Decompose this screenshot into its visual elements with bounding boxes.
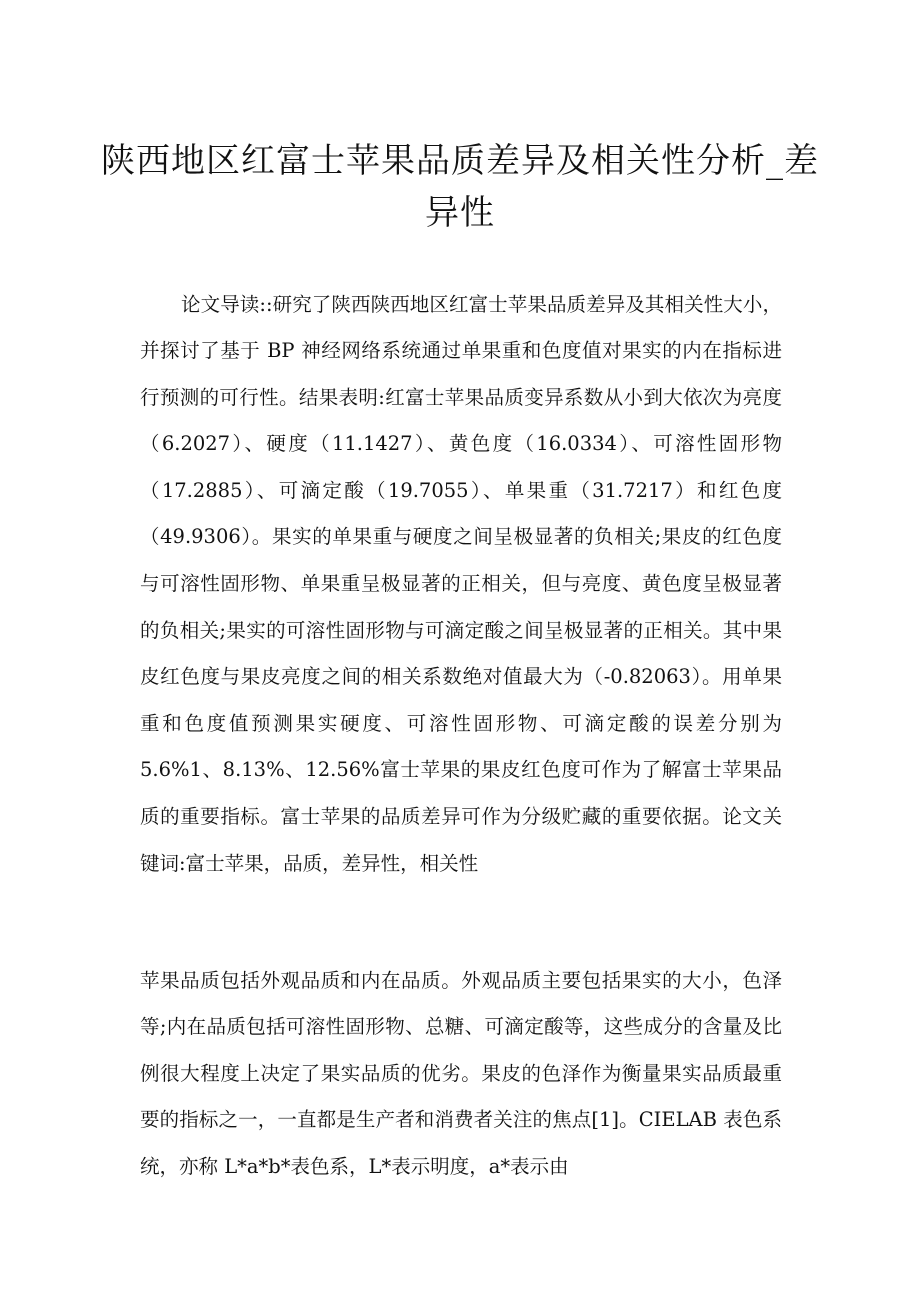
- body-paragraph: 苹果品质包括外观品质和内在品质。外观品质主要包括果实的大小，色泽等;内在品质包括可溶性固形物、总糖、可滴定酸等，这些成分的含量及比例很大程度上决定了果实品质的优劣。果皮的色泽作为衡量果实品质最重要的指标之一，一直都是生产者和消费者关注的焦点[1]。CIELAB 表色系统，亦称 L*a*b*表色系，L*表示明度，a*表示由: [140, 968, 782, 1178]
- document-title: 陕西地区红富士苹果品质差异及相关性分析_差异性: [101, 140, 819, 233]
- abstract-paragraph: 论文导读::研究了陕西陕西地区红富士苹果品质差异及其相关性大小，并探讨了基于 BP 神经网络系统通过单果重和色度值对果实的内在指标进行预测的可行性。结果表明:红富士苹果品质变异系数从小到大依次为亮度（6.2027）、硬度（11.1427）、黄色度（16.0334）、可溶性固形物（17.2885）、可滴定酸（19.7055）、单果重（31.7217）和红色度（49.9306）。果实的单果重与硬度之间呈极显著的负相关;果皮的红色度与可溶性固形物、单果重呈极显著的正相关，但与亮度、黄色度呈极显著的负相关;果实的可溶性固形物与可滴定酸之间呈极显著的正相关。其中果皮红色度与果皮亮度之间的相关系数绝对值最大为（-0.82063）。用单果重和色度值预测果实硬度、可溶性固形物、可滴定酸的误差分别为 5.6%1、8.13%、12.56%富士苹果的果皮红色度可作为了解富士苹果品质的重要指标。富士苹果的品质差异可作为分级贮藏的重要依据。论文关键词:富士苹果，品质，差异性，相关性: [140, 292, 782, 875]
